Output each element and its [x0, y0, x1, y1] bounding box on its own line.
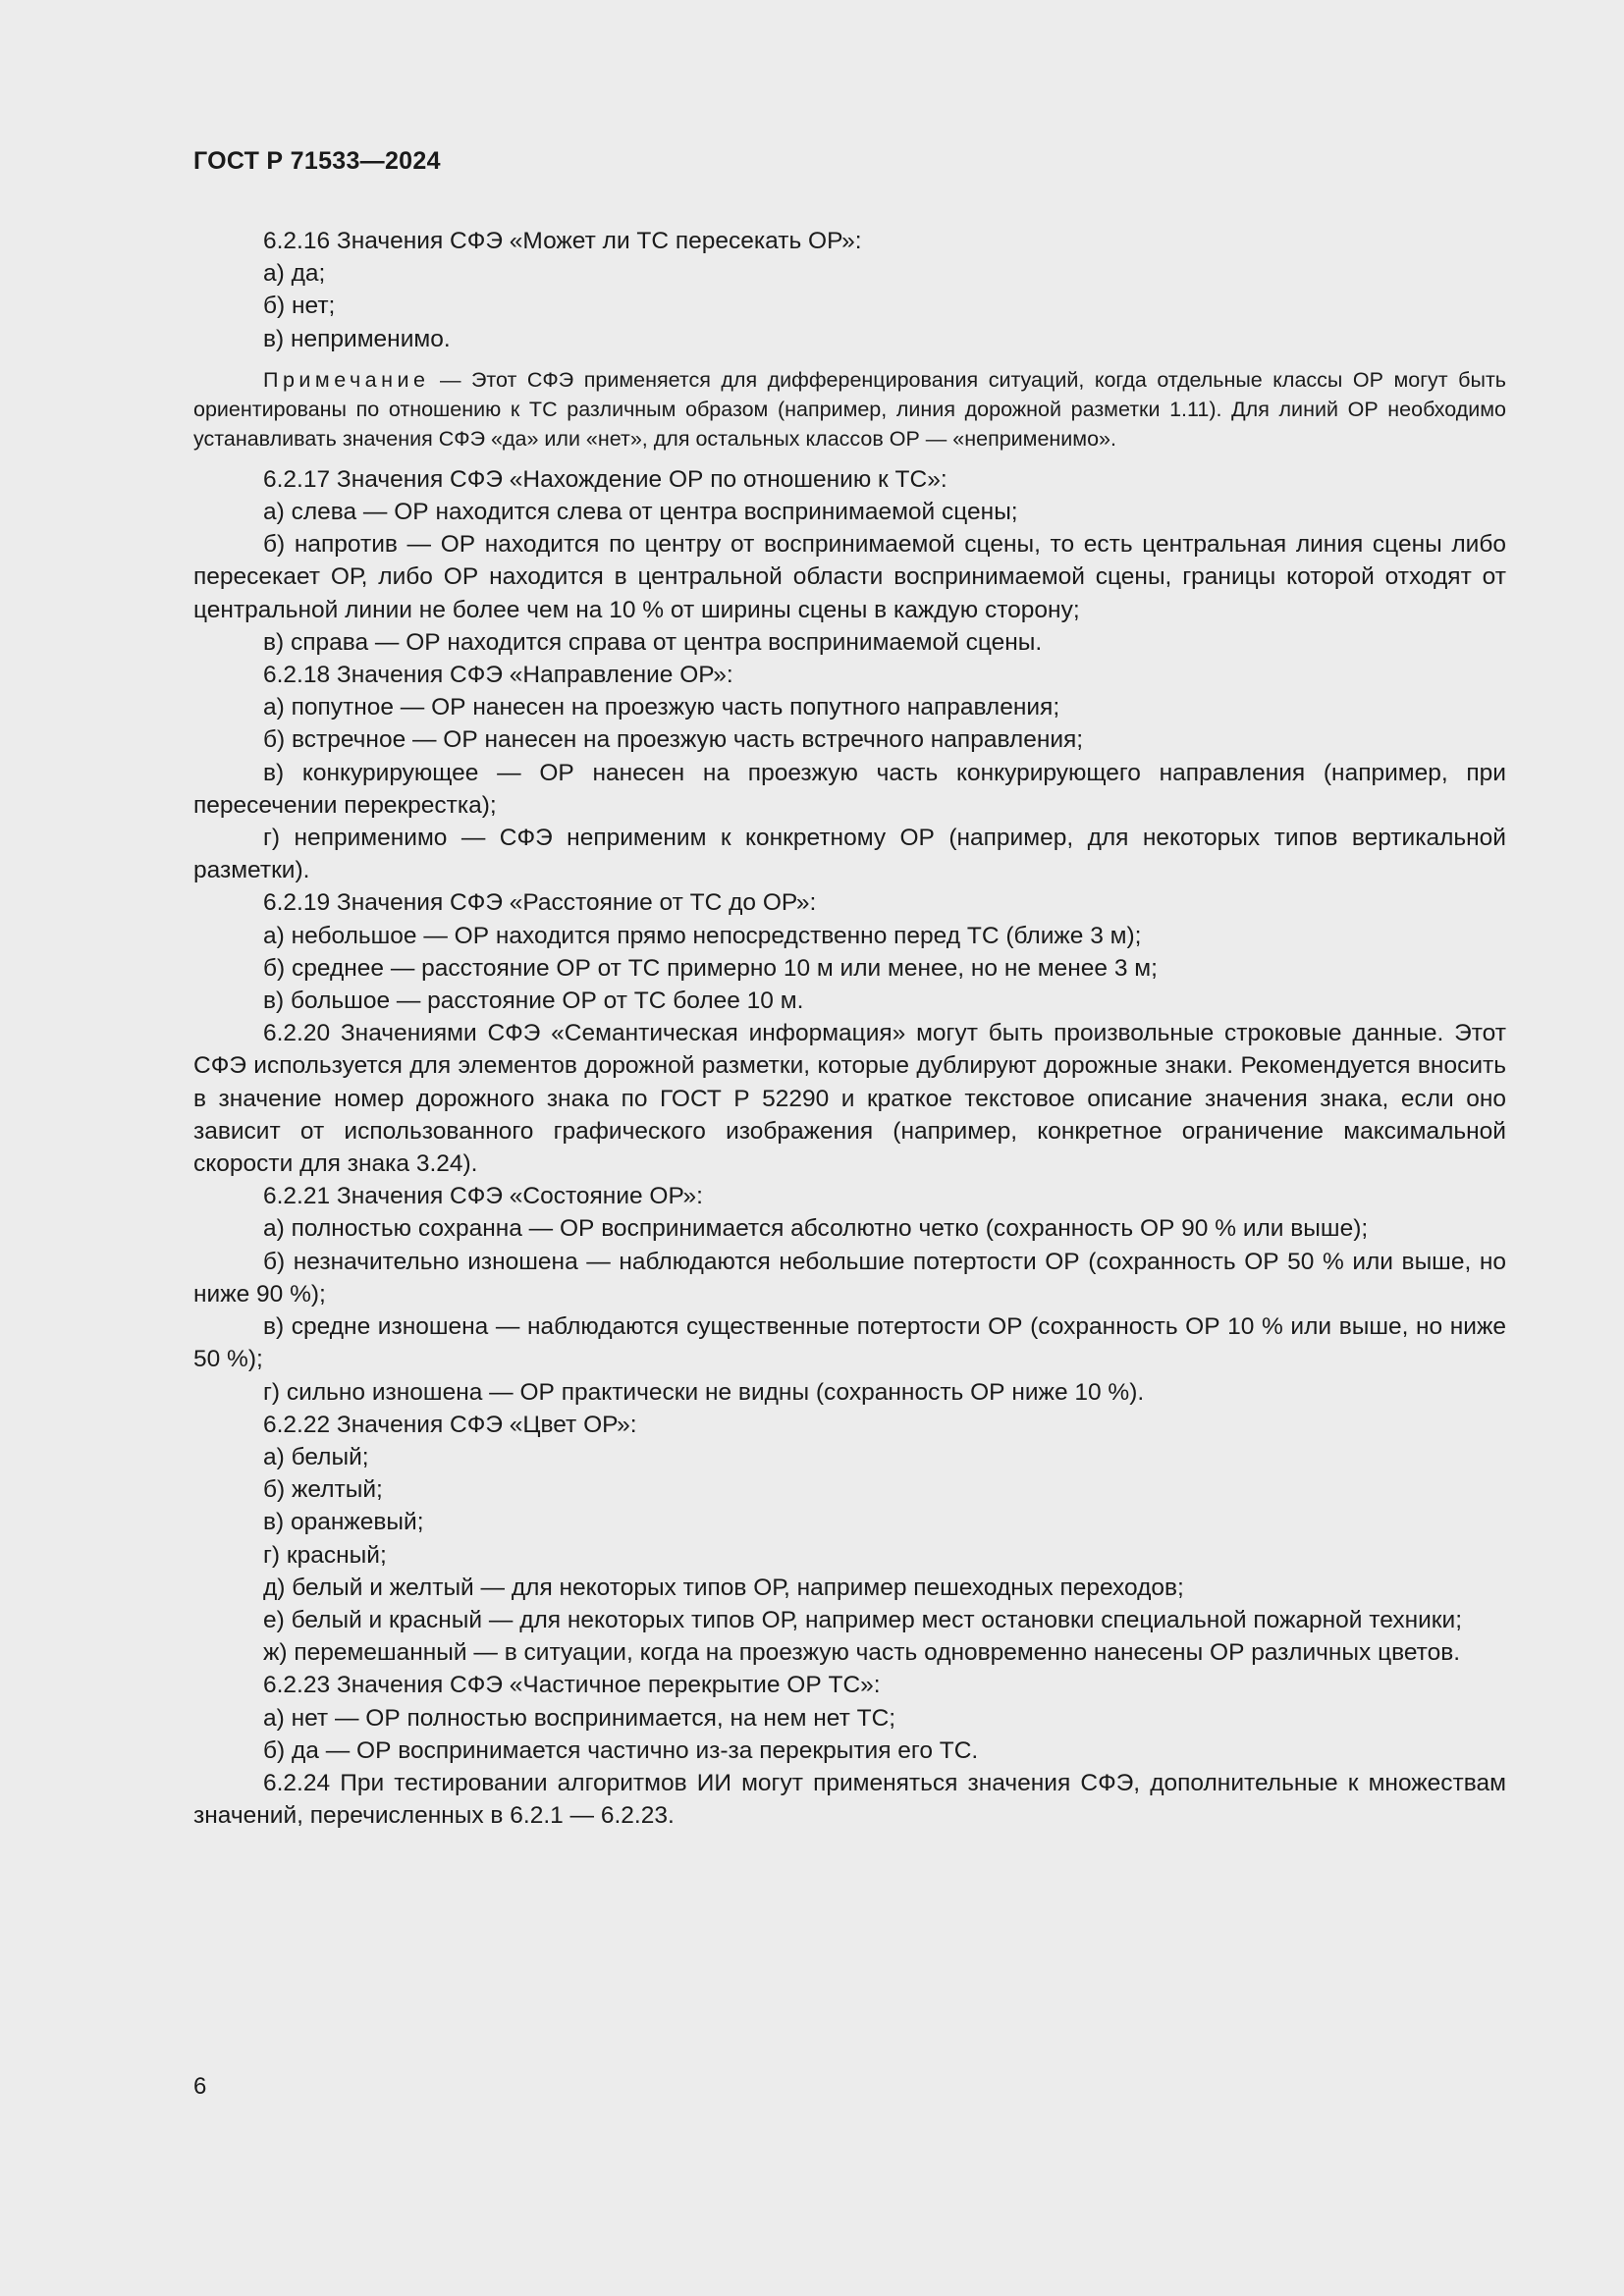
paragraph: в) средне изношена — наблюдаются существенные потертости ОР (сохранность ОР 10 % или выше, но ниже 50 %); [193, 1313, 1506, 1373]
paragraph: в) справа — ОР находится справа от центра воспринимаемой сцены. [263, 628, 1043, 656]
paragraph: б) незначительно изношена — наблюдаются небольшие потертости ОР (сохранность ОР 50 % или выше, но ниже 90 %); [193, 1248, 1506, 1308]
paragraph: ж) перемешанный — в ситуации, когда на проезжую часть одновременно нанесены ОР различных цветов. [263, 1639, 1461, 1667]
paragraph: е) белый и красный — для некоторых типов ОР, например мест остановки специальной пожарной техники; [263, 1606, 1463, 1633]
paragraph: б) желтый; [263, 1476, 383, 1504]
page-number: 6 [193, 2073, 207, 2100]
note-label: Примечание [263, 367, 430, 392]
paragraph: 6.2.18 Значения СФЭ «Направление ОР»: [263, 662, 733, 689]
paragraph: 6.2.23 Значения СФЭ «Частичное перекрытие ОР ТС»: [263, 1672, 881, 1699]
paragraph: 6.2.16 Значения СФЭ «Может ли ТС пересекать ОР»: [263, 228, 862, 254]
paragraph: г) неприменимо — СФЭ неприменим к конкретному ОР (например, для некоторых типов вертикальной разметки). [193, 825, 1506, 884]
paragraph: 6.2.19 Значения СФЭ «Расстояние от ТС до ОР»: [263, 889, 817, 917]
paragraph: 6.2.17 Значения СФЭ «Нахождение ОР по отношению к ТС»: [263, 465, 947, 493]
note [193, 365, 1506, 454]
paragraph: б) среднее — расстояние ОР от ТС примерно 10 м или менее, но не менее 3 м; [263, 954, 1158, 982]
paragraph: 6.2.21 Значения СФЭ «Состояние ОР»: [263, 1183, 703, 1210]
paragraph: в) оранжевый; [263, 1509, 424, 1536]
paragraph: в) конкурирующее — ОР нанесен на проезжую часть конкурирующего направления (например, при пересечении перекрестка); [193, 759, 1506, 819]
paragraph: д) белый и желтый — для некоторых типов ОР, например пешеходных переходов; [263, 1574, 1184, 1601]
paragraph: б) да — ОР воспринимается частично из-за перекрытия его ТС. [263, 1736, 979, 1764]
paragraph: г) сильно изношена — ОР практически не видны (сохранность ОР ниже 10 %). [263, 1378, 1145, 1406]
paragraph: 6.2.20 Значениями СФЭ «Семантическая информация» могут быть произвольные строковые данные. Этот СФЭ используется для элементов дорожной разметки, которые дублируют дорожные знаки. Рекомендуется вносить в значение номер дорожного знака по ГОСТ Р 52290 и краткое текстовое описание значения знака, если оно зависит от использованного графического изображения (например, конкретное ограничение максимальной скорости для знака 3.24). [193, 1020, 1506, 1178]
note-text: — Этот СФЭ применяется для дифференцирования ситуаций, когда отдельные классы ОР могут быть ориентированы по отношению к ТС различным образом (например, линия дорожной разметки 1.11). Для линий ОР необходимо устанавливать значения СФЭ «да» или «нет», для остальных классов ОР — «неприменимо». [193, 367, 1506, 451]
paragraph: а) полностью сохранна — ОР воспринимается абсолютно четко (сохранность ОР 90 % или выше); [263, 1215, 1369, 1243]
paragraph: г) красный; [263, 1541, 387, 1569]
document-body [193, 225, 1506, 1832]
paragraph: б) нет; [263, 293, 336, 320]
paragraph: в) неприменимо. [263, 325, 451, 352]
paragraph: в) большое — расстояние ОР от ТС более 10 м. [263, 988, 804, 1015]
document-header: ГОСТ Р 71533—2024 [193, 147, 441, 175]
paragraph: б) встречное — ОР нанесен на проезжую часть встречного направления; [263, 726, 1084, 754]
paragraph: а) небольшое — ОР находится прямо непосредственно перед ТС (ближе 3 м); [263, 922, 1142, 949]
paragraph: 6.2.22 Значения СФЭ «Цвет ОР»: [263, 1411, 637, 1438]
paragraph: а) да; [263, 260, 326, 288]
paragraph: 6.2.24 При тестировании алгоритмов ИИ могут применяться значения СФЭ, дополнительные к множествам значений, перечисленных в 6.2.1 — 6.2.23. [193, 1769, 1506, 1830]
paragraph: а) попутное — ОР нанесен на проезжую часть попутного направления; [263, 694, 1060, 721]
paragraph: а) слева — ОР находится слева от центра воспринимаемой сцены; [263, 499, 1018, 526]
paragraph: б) напротив — ОР находится по центру от воспринимаемой сцены, то есть центральная линия сцены либо пересекает ОР, либо ОР находится в центральной области воспринимаемой сцены, границы которой отходят от центральной линии не более чем на 10 % от ширины сцены в каждую сторону; [193, 531, 1506, 623]
paragraph: а) белый; [263, 1443, 369, 1470]
paragraph: а) нет — ОР полностью воспринимается, на нем нет ТС; [263, 1704, 896, 1732]
